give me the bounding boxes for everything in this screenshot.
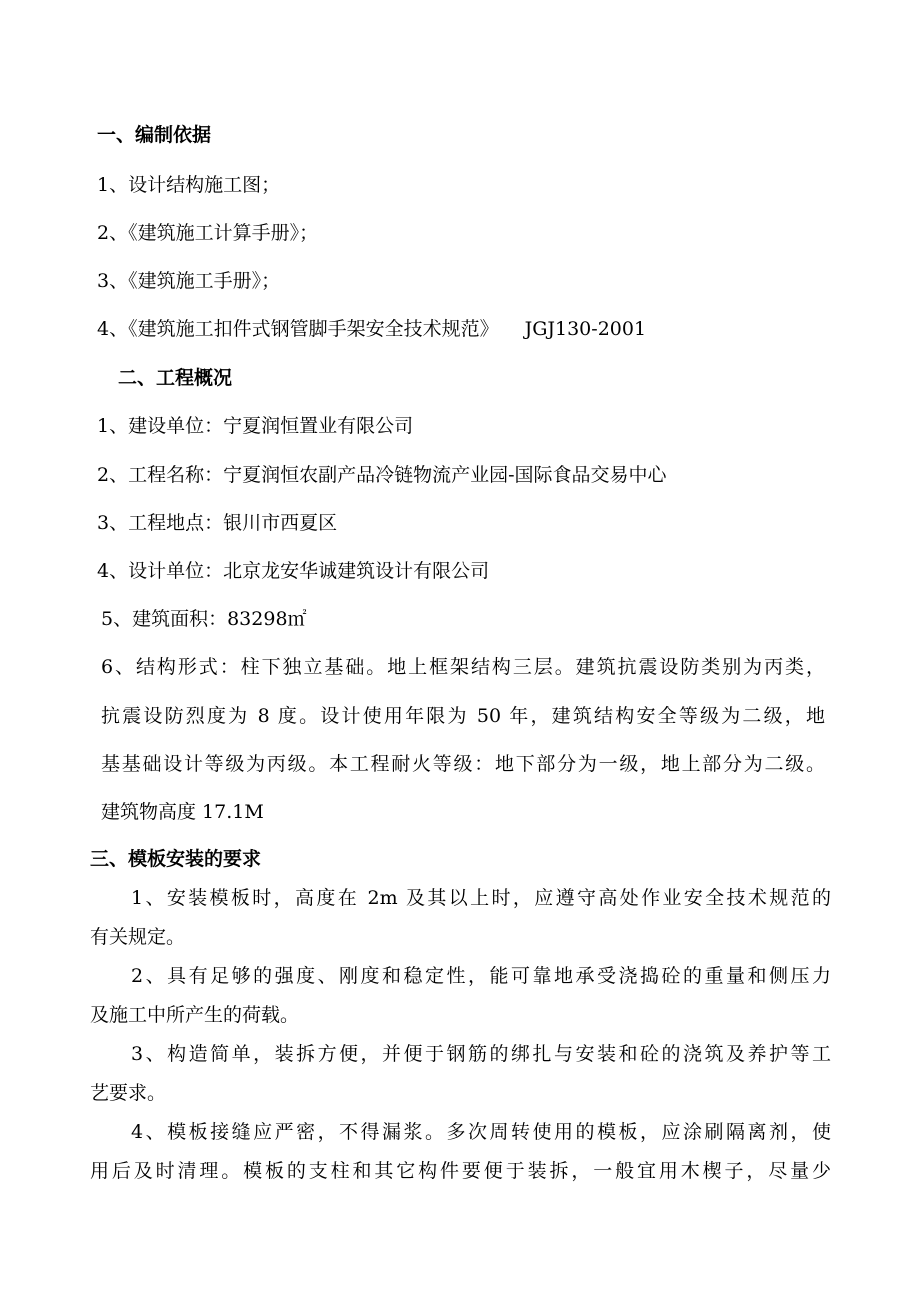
basis-item-4-title: 4、《建筑施工扣件式钢管脚手架安全技术规范》 [97,318,499,340]
formwork-line-8: 用后及时清理。模板的支柱和其它构件要便于装拆，一般宜用木楔子，尽量少 [90,1160,831,1182]
overview-item-6-line-4: 建筑物高度 17.1M [101,801,264,823]
formwork-line-1: 1、安装模板时，高度在 2m 及其以上时，应遵守高处作业安全技术规范的 [131,887,831,909]
basis-item-4-code: JGJ130-2001 [524,318,647,340]
section-heading-overview: 二、工程概况 [118,367,233,389]
basis-item-2: 2、《建筑施工计算手册》； [97,222,319,244]
formwork-line-7: 4、模板接缝应严密，不得漏浆。多次周转使用的模板，应涂刷隔离剂，使 [131,1121,831,1143]
overview-item-1: 1、建设单位：宁夏润恒置业有限公司 [97,415,414,437]
overview-item-6-line-3: 基基础设计等级为丙级。本工程耐火等级：地下部分为一级，地上部分为二级。 [101,753,825,775]
basis-item-3: 3、《建筑施工手册》； [97,270,281,292]
overview-item-5: 5、建筑面积：83298㎡ [101,608,307,630]
formwork-line-3: 2、具有足够的强度、刚度和稳定性，能可靠地承受浇捣砼的重量和侧压力 [131,965,831,987]
formwork-line-2: 有关规定。 [90,926,186,948]
basis-item-1: 1、设计结构施工图； [97,174,281,196]
basis-item-4 [97,314,646,344]
formwork-line-4: 及施工中所产生的荷载。 [90,1004,300,1026]
formwork-line-6: 艺要求。 [90,1082,167,1104]
overview-item-4: 4、设计单位：北京龙安华诚建筑设计有限公司 [97,560,490,582]
overview-item-6-line-2: 抗震设防烈度为 8 度。设计使用年限为 50 年，建筑结构安全等级为二级，地 [101,705,825,727]
overview-item-6-line-1: 6、结构形式：柱下独立基础。地上框架结构三层。建筑抗震设防类别为丙类， [101,656,825,678]
formwork-line-5: 3、构造简单，装拆方便，并便于钢筋的绑扎与安装和砼的浇筑及养护等工 [131,1043,831,1065]
overview-item-3: 3、工程地点：银川市西夏区 [97,512,338,534]
section-heading-formwork: 三、模板安装的要求 [90,848,262,870]
section-heading-basis: 一、编制依据 [97,124,212,146]
overview-item-2: 2、工程名称：宁夏润恒农副产品冷链物流产业园-国际食品交易中心 [97,464,667,486]
